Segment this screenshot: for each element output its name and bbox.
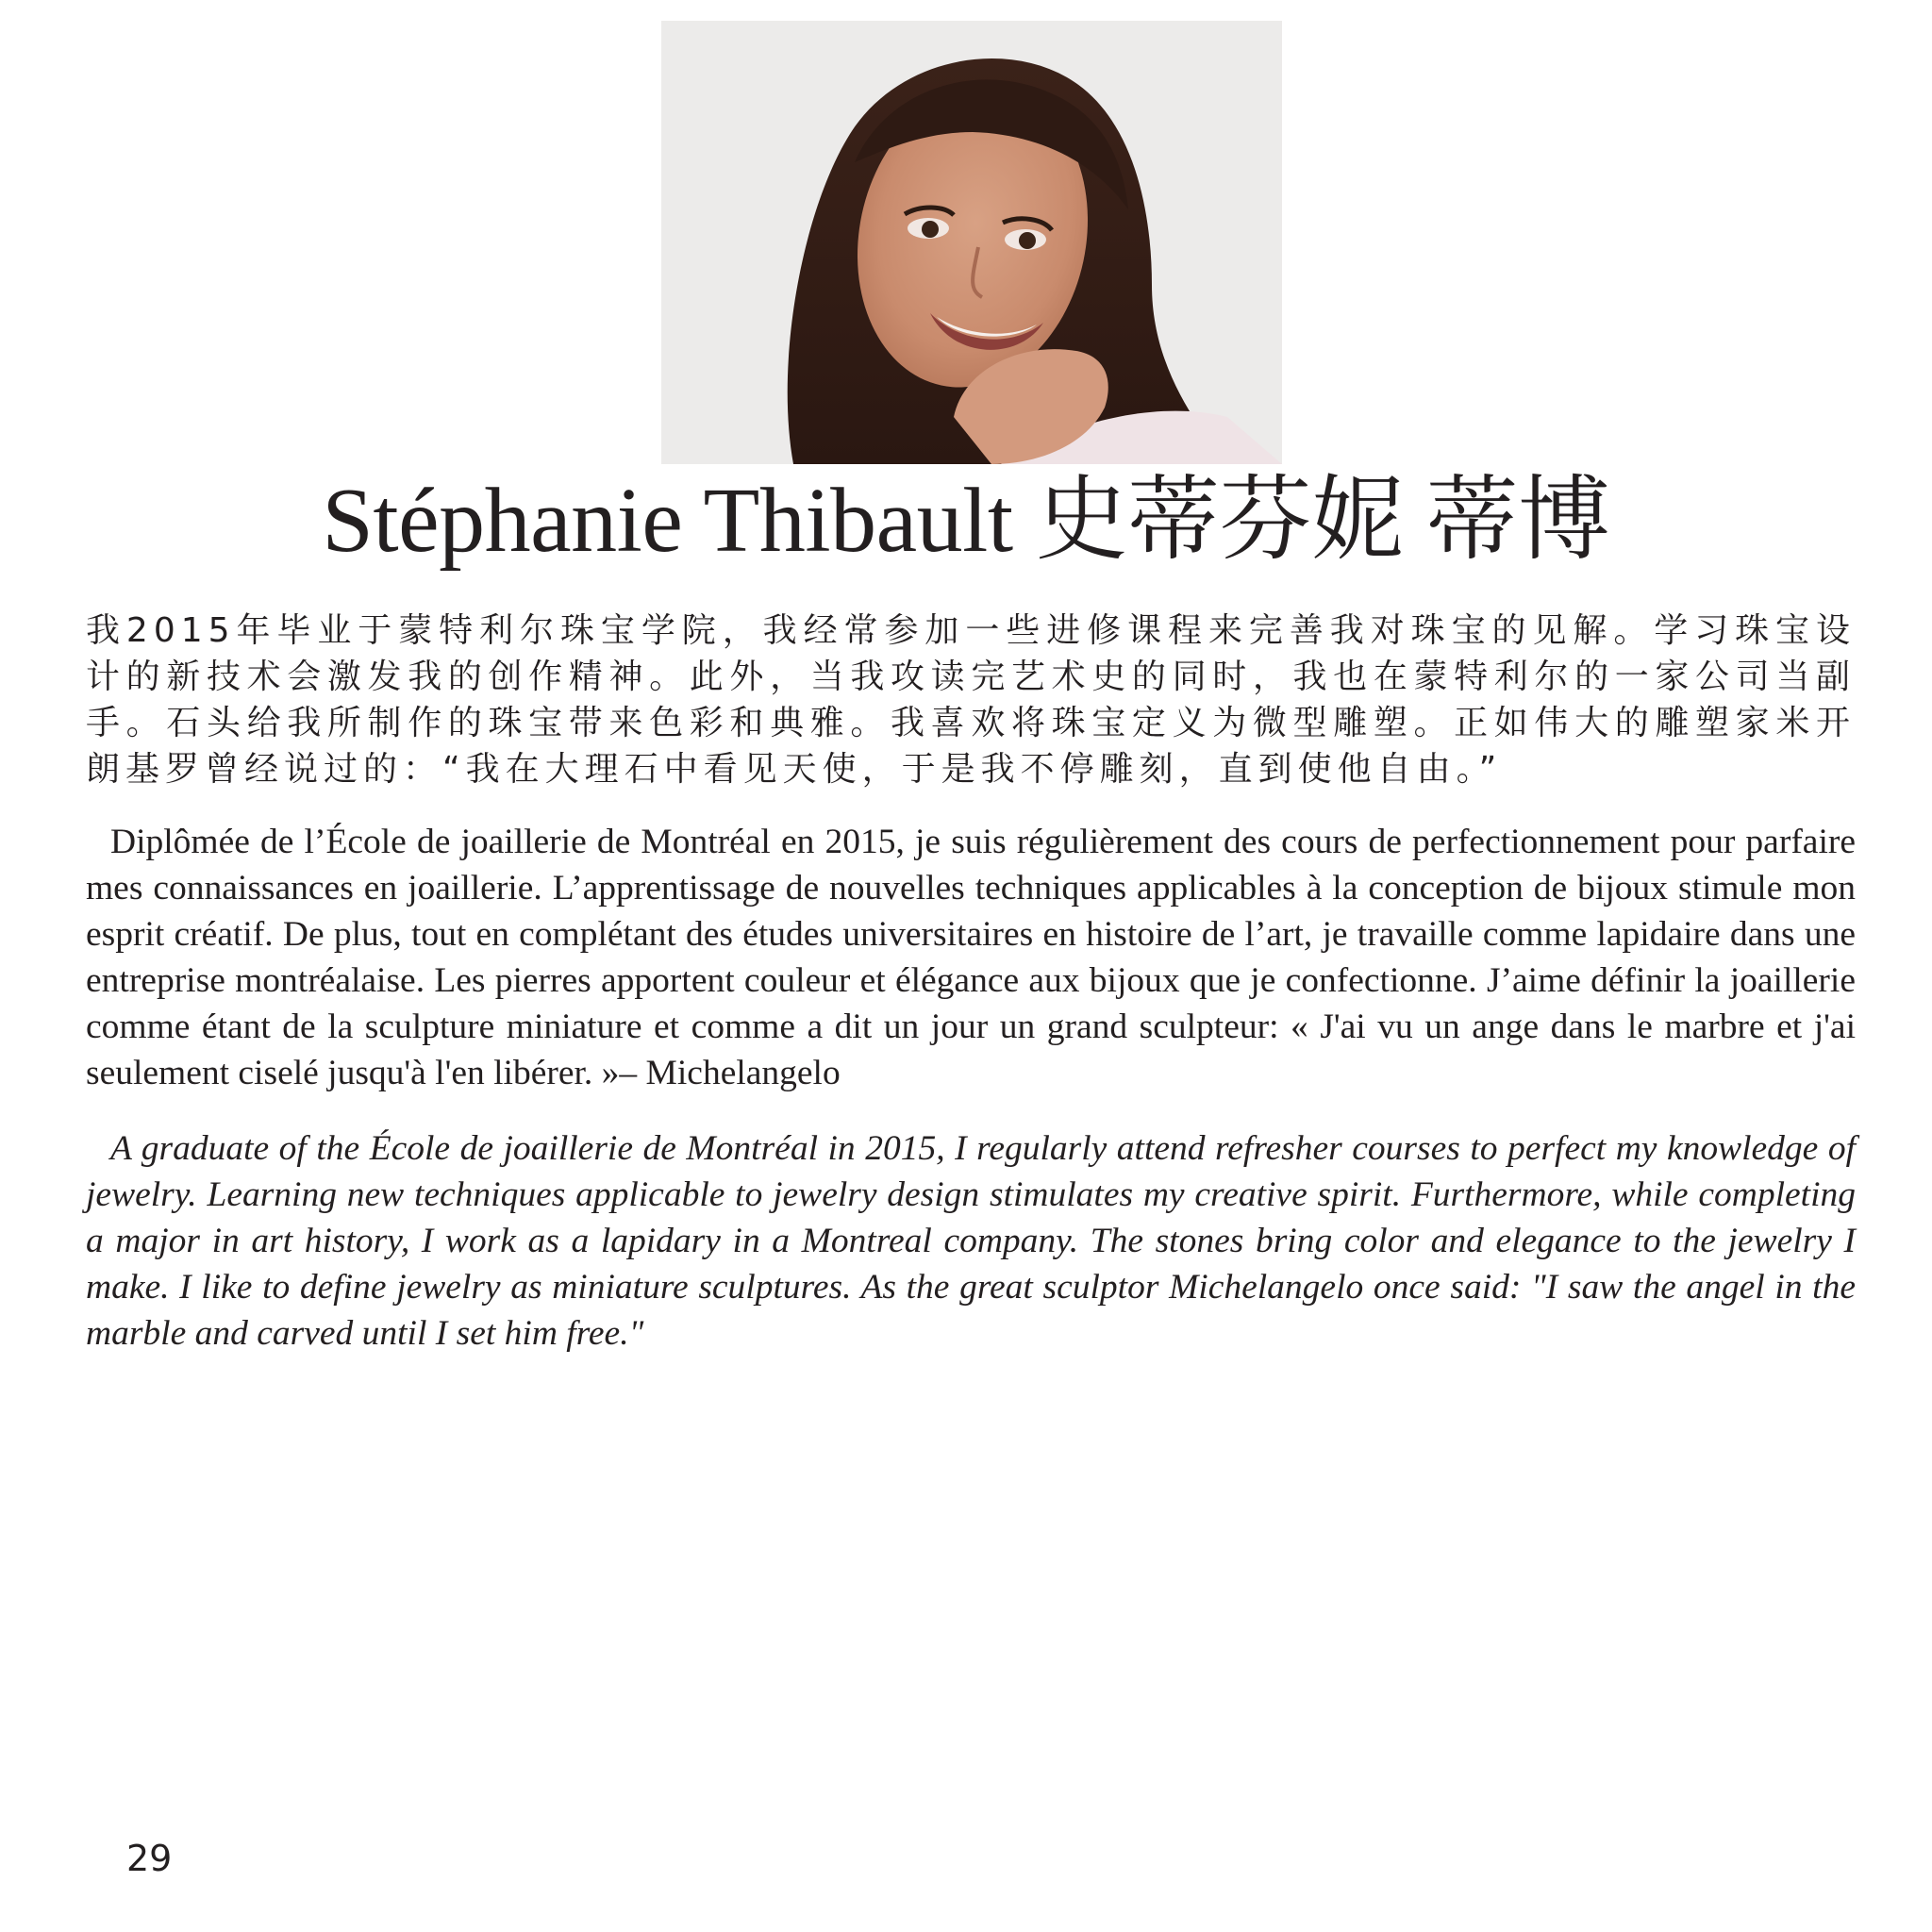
bio-chinese-paragraph: 我2015年毕业于蒙特利尔珠宝学院，我经常参加一些进修课程来完善我对珠宝的见解。学习珠宝设计的新技术会激发我的创作精神。此外，当我攻读完艺术史的同时，我也在蒙特利尔的一家公司当副手。石头给我所制作的珠宝带来色彩和典雅。我喜欢将珠宝定义为微型雕塑。正如伟大的雕塑家米开朗基罗曾经说过的：“我在大理石中看见天使，于是我不停雕刻，直到使他自由。”	[86, 611, 1856, 789]
bio-french-paragraph: Diplômée de l’École de joaillerie de Montréal en 2015, je suis régulièrement des cours de perfectionnement pour parfaire mes connaissances en joaillerie. L’apprentissage de nouvelles techniques applicables à la conception de bijoux stimule mon esprit créatif. De plus, tout en complétant des études universitaires en histoire de l’art, je travaille comme lapidaire dans une entreprise montréalaise. Les pierres apportent couleur et élégance aux bijoux que je confectionne. J’aime définir la joaillerie comme étant de la sculpture miniature et comme a dit un jour un grand sculpteur: « J'ai vu un ange dans le marbre et j'ai seulement ciselé jusqu'à l'en libérer. »– Michelangelo	[86, 823, 1856, 1092]
bio-english-paragraph: A graduate of the École de joaillerie de Montréal in 2015, I regularly attend refresher courses to perfect my knowledge of jewelry. Learning new techniques applicable to jewelry design stimulates my creative spirit. Furthermore, while completing a major in art history, I work as a lapidary in a Montreal company. The stones bring color and elegance to the jewelry I make. I like to define jewelry as miniature sculptures. As the great sculptor Michelangelo once said: "I saw the angel in the marble and carved until I set him free."	[86, 1129, 1856, 1353]
page-number: 29	[126, 1838, 173, 1879]
artist-name-heading: Stéphanie Thibault 史蒂芬妮 蒂博	[322, 470, 1610, 572]
portrait-illustration	[661, 21, 1282, 464]
portrait-photo	[661, 21, 1282, 464]
